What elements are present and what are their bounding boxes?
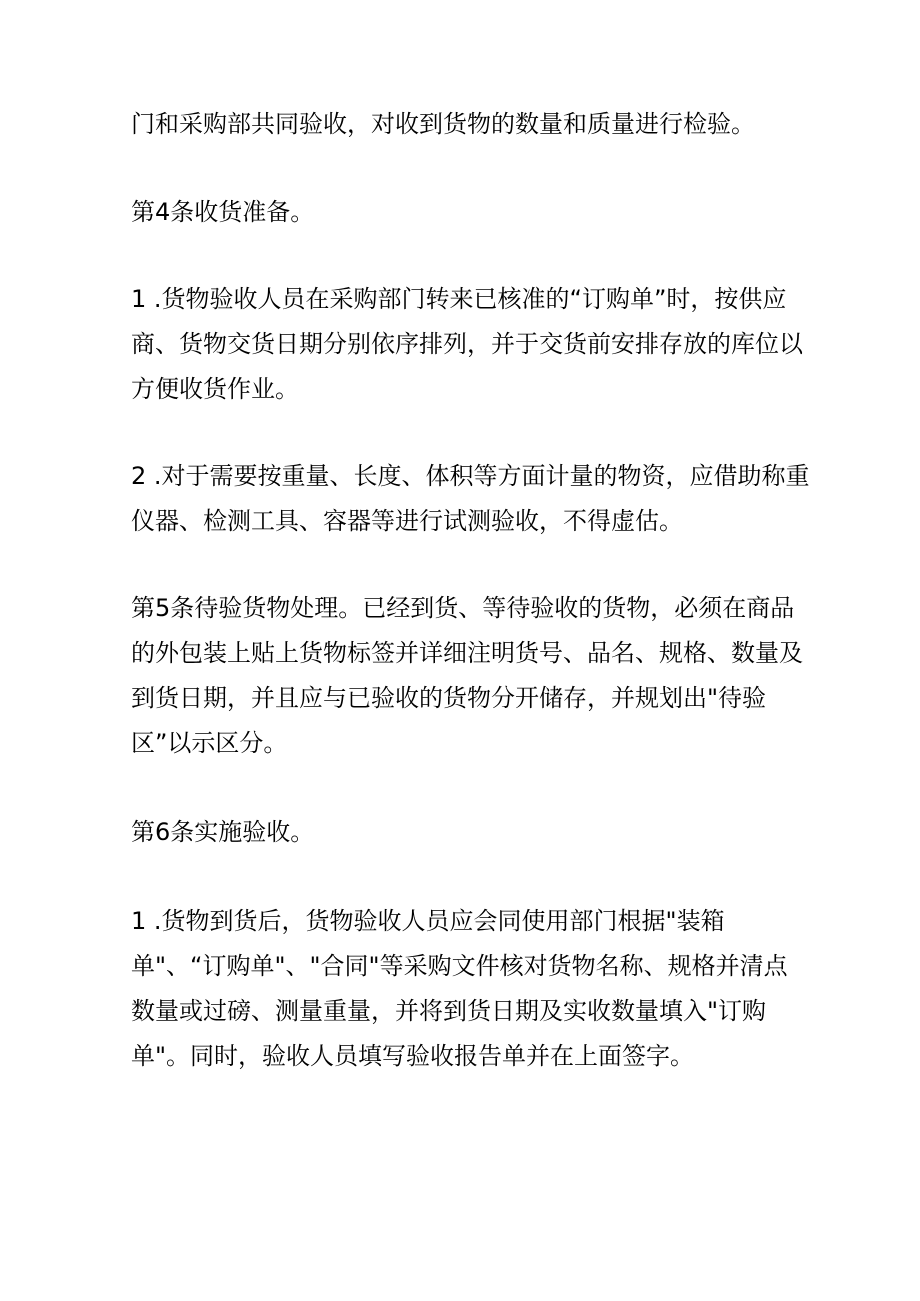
document-body xyxy=(131,102,811,1079)
paragraph-article-4-item-2: 2 .对于需要按重量、长度、体积等方面计量的物资，应借助称重仪器、检测工具、容器等进行试测验收，不得虚估。 xyxy=(131,462,810,535)
paragraph-article-6-item-1: 1 .货物到货后，货物验收人员应会同使用部门根据"装箱单"、“订购单"、"合同"等采购文件核对货物名称、规格并清点数量或过磅、测量重量，并将到货日期及实收数量填入"订购单"。同时，验收人员填写验收报告单并在上面签字。 xyxy=(131,907,788,1070)
paragraph-acceptance-intro: 门和采购部共同验收，对收到货物的数量和质量进行检验。 xyxy=(131,110,755,138)
paragraph-article-4-heading: 第4条收货准备。 xyxy=(131,198,315,226)
paragraph-article-5: 第5条待验货物处理。已经到货、等待验收的货物，必须在商品的外包装上贴上货物标签并详细注明货号、品名、规格、数量及到货日期，并且应与已验收的货物分开储存，并规划出"待验区”以示区分。 xyxy=(131,594,803,757)
paragraph-article-4-item-1: 1 .货物验收人员在采购部门转来已核准的“订购单”时，按供应商、货物交货日期分别依序排列，并于交货前安排存放的库位以方便收货作业。 xyxy=(131,285,803,403)
paragraph-article-6-heading: 第6条实施验收。 xyxy=(131,818,315,846)
